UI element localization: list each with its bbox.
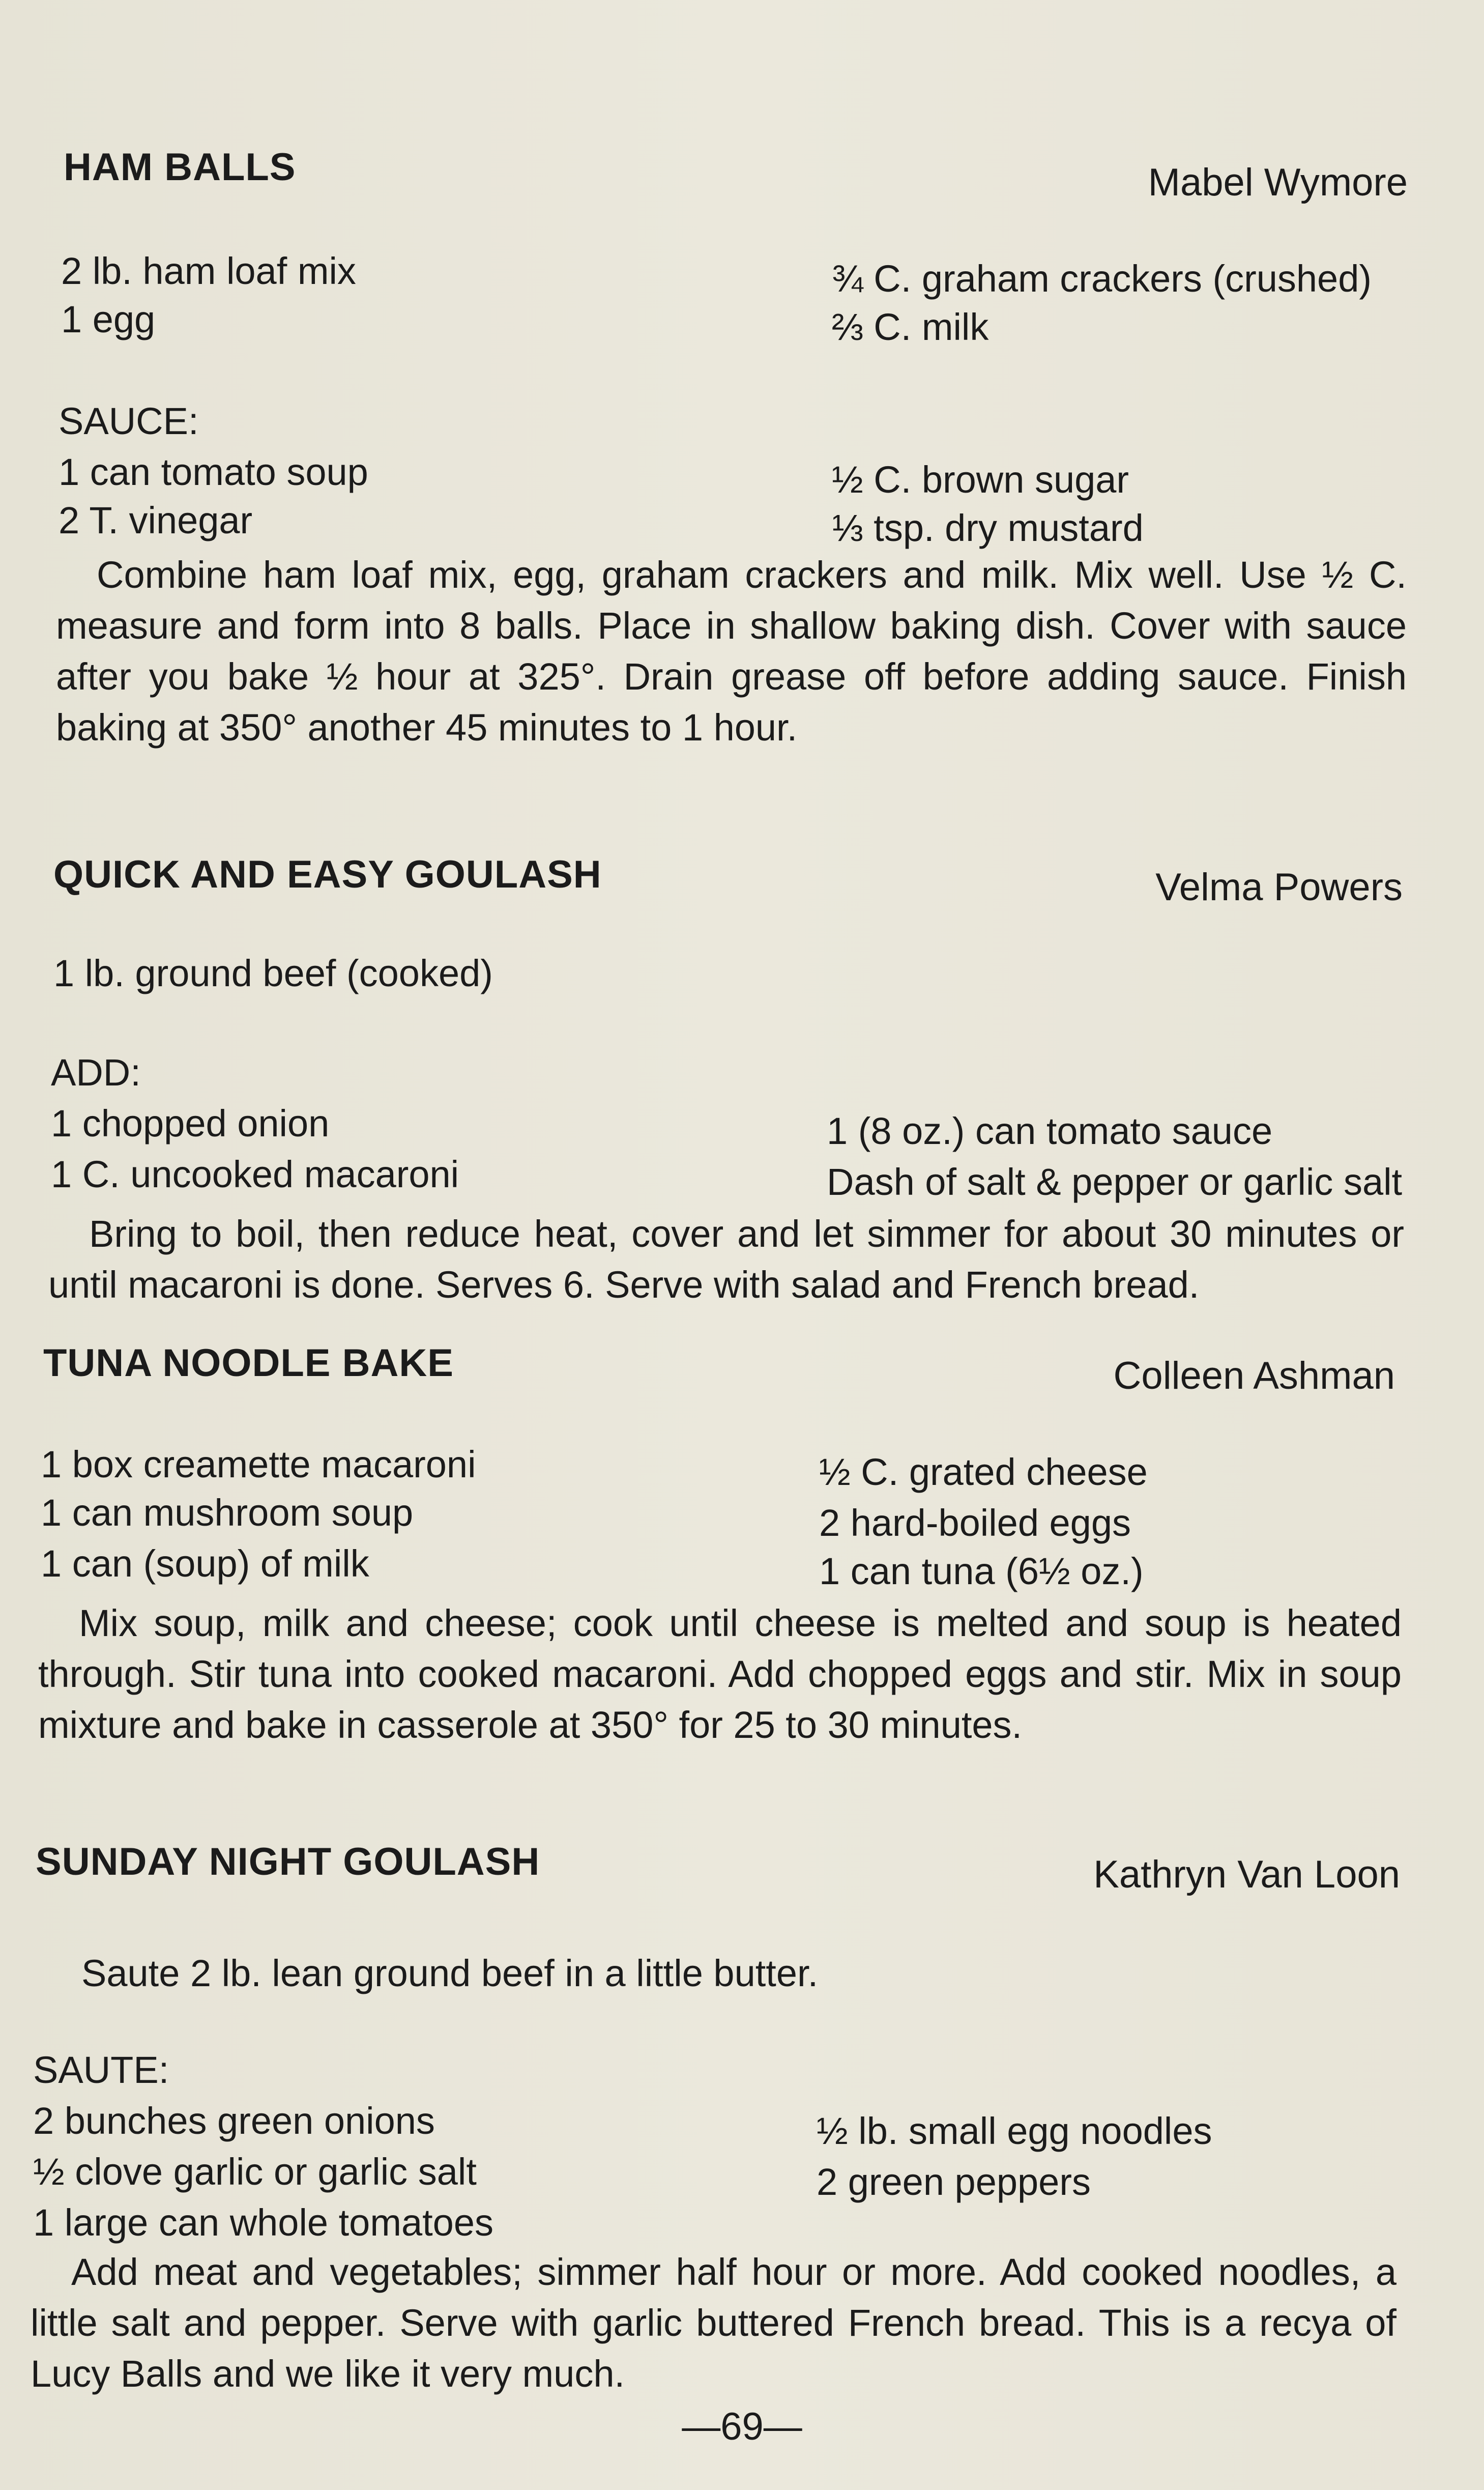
section-heading: SAUTE:: [33, 2049, 169, 2091]
ingredient: 2 hard-boiled eggs: [819, 1502, 1131, 1544]
ingredient: 1 large can whole tomatoes: [33, 2201, 493, 2244]
ingredient: 1 box creamette macaroni: [41, 1443, 476, 1485]
recipe-intro: Saute 2 lb. lean ground beef in a little butter.: [81, 1952, 819, 1994]
ingredient: ⅔ C. milk: [832, 306, 989, 348]
ingredient: 1 can mushroom soup: [41, 1492, 414, 1534]
ingredient: 1 chopped onion: [51, 1102, 330, 1144]
ingredient: 2 lb. ham loaf mix: [61, 250, 356, 292]
ingredient: 2 green peppers: [817, 2161, 1091, 2203]
ingredient: 1 egg: [61, 298, 156, 340]
recipe-title: QUICK AND EASY GOULASH: [53, 853, 602, 896]
ingredient: 1 (8 oz.) can tomato sauce: [827, 1110, 1273, 1152]
recipe-title: TUNA NOODLE BAKE: [43, 1341, 454, 1385]
recipe-directions: Combine ham loaf mix, egg, graham crackers and milk. Mix well. Use ½ C. measure and form into 8 balls. Place in shallow baking dish. Cover with sauce after you bake ½ hour at 325°. Drain grease off before adding sauce. Finish baking at 350° another 45 minutes to 1 hour.: [56, 554, 1407, 749]
ingredient: ¾ C. graham crackers (crushed): [832, 257, 1372, 300]
section-heading: SAUCE:: [59, 400, 199, 442]
ingredient: 2 bunches green onions: [33, 2100, 435, 2142]
section-heading: ADD:: [51, 1051, 141, 1094]
ingredient: ½ clove garlic or garlic salt: [33, 2151, 477, 2193]
recipe-directions: Bring to boil, then reduce heat, cover and let simmer for about 30 minutes or until macaroni is done. Serves 6. Serve with salad and French bread.: [48, 1213, 1404, 1306]
ingredient: Dash of salt & pepper or garlic salt: [827, 1161, 1403, 1203]
page-number: —69—: [682, 2405, 802, 2448]
recipe-author: Mabel Wymore: [1148, 161, 1408, 204]
recipe-directions: Add meat and vegetables; simmer half hour or more. Add cooked noodles, a little salt and pepper. Serve with garlic buttered French bread. This is a recya of Lucy Balls and we like it very much.: [31, 2251, 1396, 2395]
ingredient: ½ C. grated cheese: [819, 1451, 1148, 1493]
recipe-author: Velma Powers: [1155, 866, 1403, 909]
ingredient: 1 lb. ground beef (cooked): [53, 952, 493, 994]
ingredient: 1 can tomato soup: [59, 451, 368, 493]
recipe-title: SUNDAY NIGHT GOULASH: [36, 1840, 540, 1883]
ingredient: 1 C. uncooked macaroni: [51, 1153, 459, 1195]
recipe-author: Kathryn Van Loon: [1093, 1853, 1400, 1896]
ingredient: 1 can tuna (6½ oz.): [819, 1550, 1144, 1592]
ingredient: ½ lb. small egg noodles: [817, 2110, 1212, 2152]
recipe-directions: Mix soup, milk and cheese; cook until cheese is melted and soup is heated through. Stir tuna into cooked macaroni. Add chopped eggs and stir. Mix in soup mixture and bake in casserole at 350° for 25 to 30 minutes.: [38, 1602, 1402, 1746]
recipe-author: Colleen Ashman: [1113, 1354, 1395, 1397]
ingredient: 2 T. vinegar: [59, 499, 253, 541]
recipe-title: HAM BALLS: [64, 146, 296, 189]
ingredient: ⅓ tsp. dry mustard: [832, 507, 1144, 549]
ingredient: 1 can (soup) of milk: [41, 1542, 369, 1585]
ingredient: ½ C. brown sugar: [832, 459, 1129, 501]
